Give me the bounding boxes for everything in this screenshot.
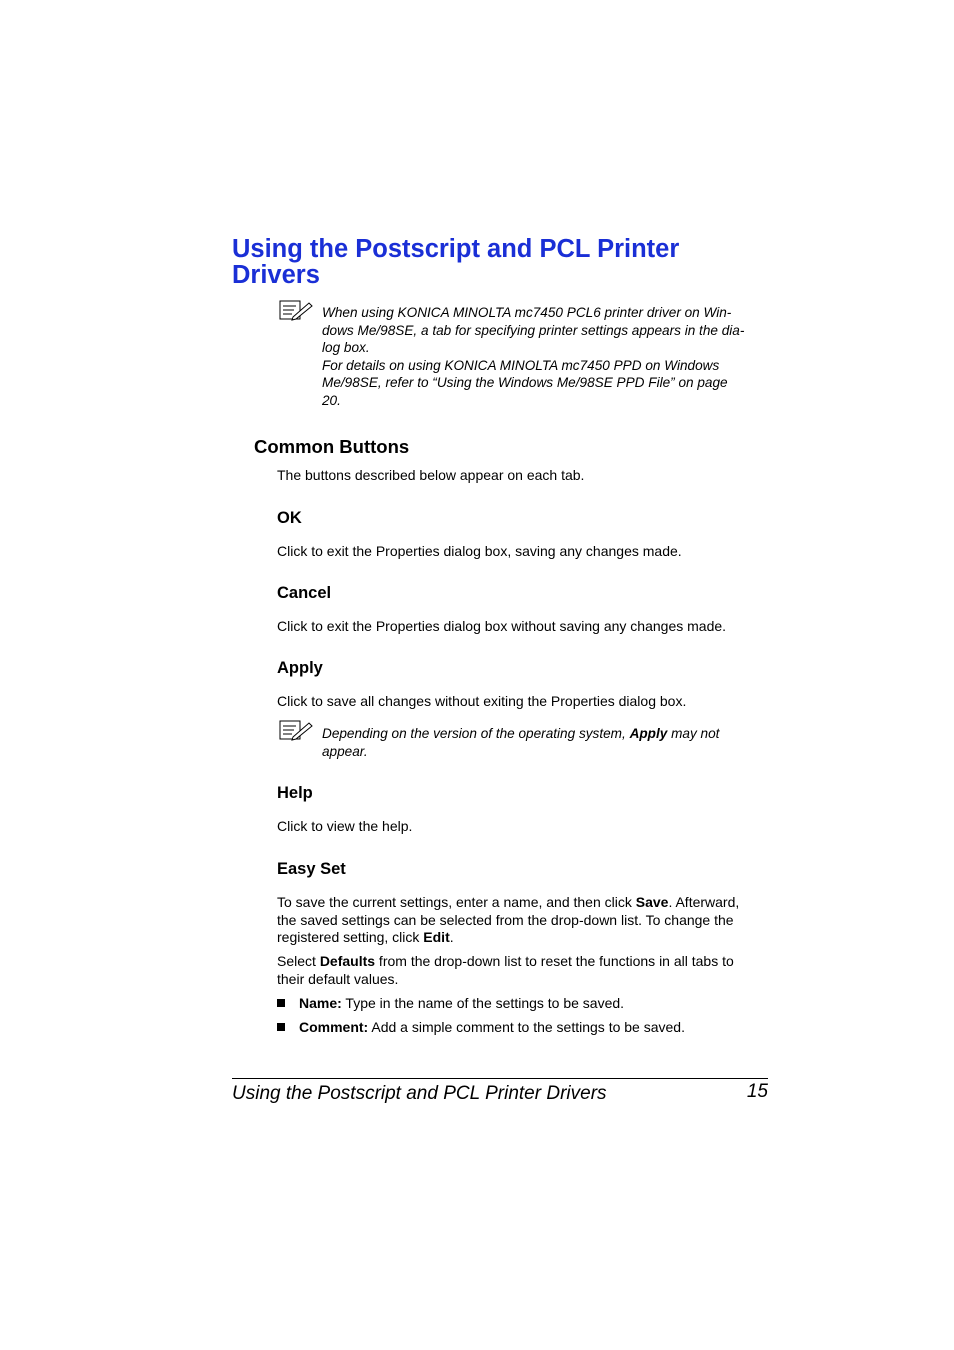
- note-1-line: dows Me/98SE, a tab for specifying printer settings appears in the dia-: [322, 322, 745, 338]
- text: registered setting, click: [277, 929, 424, 946]
- footer-divider: [232, 1078, 768, 1079]
- note-1-line: 20.: [322, 392, 341, 408]
- bullet-text: Add a simple comment to the settings to be saved.: [368, 1019, 685, 1035]
- easy-set-paragraph-1: [277, 894, 767, 947]
- apply-heading: Apply: [277, 659, 323, 677]
- text: from the drop-down list to reset the functions in all tabs to: [375, 953, 734, 969]
- note-2-text: may not: [667, 726, 720, 741]
- page-title-line-2: Drivers: [232, 261, 320, 289]
- note-1: [322, 304, 772, 410]
- list-item: [277, 1019, 685, 1037]
- bullet-text: Type in the name of the settings to be saved.: [341, 995, 625, 1011]
- easy-set-p1-line-2: the saved settings can be selected from the drop-down list. To change the: [277, 911, 734, 928]
- easy-set-heading: Easy Set: [277, 860, 346, 878]
- cancel-heading: Cancel: [277, 584, 332, 602]
- list-item: [277, 995, 624, 1013]
- defaults-term: Defaults: [319, 953, 376, 969]
- ok-description: Click to exit the Properties dialog box, saving any changes made.: [277, 543, 682, 559]
- page-number: 15: [746, 1081, 768, 1102]
- bullet-label: Name:: [299, 995, 342, 1011]
- page-title-line-1: Using the Postscript and PCL Printer: [232, 235, 680, 263]
- bullet-square-icon: [277, 1023, 285, 1031]
- page-title: [232, 236, 772, 288]
- ok-heading: OK: [277, 509, 302, 527]
- edit-term: Edit: [423, 929, 450, 946]
- note-2-bold: Apply: [629, 726, 668, 741]
- note-2-line-1: [322, 725, 772, 743]
- apply-description: Click to save all changes without exiting the Properties dialog box.: [277, 693, 687, 709]
- text: . Afterward,: [668, 894, 740, 910]
- note-1-line: When using KONICA MINOLTA mc7450 PCL6 printer driver on Win-: [322, 305, 732, 320]
- easy-set-p2-line-1: [277, 953, 767, 971]
- save-term: Save: [635, 894, 669, 910]
- note-2-text: Depending on the version of the operating system,: [322, 726, 630, 741]
- note-1-line: For details on using KONICA MINOLTA mc7450 PPD on Windows: [322, 357, 720, 373]
- bullet-label: Comment:: [299, 1019, 369, 1035]
- text: Select: [277, 953, 320, 969]
- note-2: [322, 725, 772, 760]
- common-buttons-heading: Common Buttons: [254, 436, 410, 457]
- easy-set-p2-line-2: their default values.: [277, 970, 399, 987]
- easy-set-paragraph-2: [277, 953, 767, 988]
- text: .: [449, 929, 454, 946]
- footer-title: Using the Postscript and PCL Printer Drivers: [232, 1083, 607, 1104]
- bullet-square-icon: [277, 999, 285, 1007]
- common-buttons-intro: The buttons described below appear on each tab.: [277, 467, 585, 483]
- note-pencil-icon: [279, 720, 313, 742]
- note-1-line: Me/98SE, refer to “Using the Windows Me/98SE PPD File” on page: [322, 375, 728, 391]
- easy-set-p1-line-1: [277, 894, 767, 912]
- help-description: Click to view the help.: [277, 818, 413, 834]
- easy-set-p1-line-3: [277, 929, 767, 947]
- note-2-line-2: appear.: [322, 743, 368, 759]
- cancel-description: Click to exit the Properties dialog box without saving any changes made.: [277, 618, 727, 634]
- text: To save the current settings, enter a name, and then click: [277, 894, 636, 910]
- note-1-line: log box.: [322, 340, 370, 356]
- note-pencil-icon: [279, 300, 313, 322]
- help-heading: Help: [277, 784, 313, 802]
